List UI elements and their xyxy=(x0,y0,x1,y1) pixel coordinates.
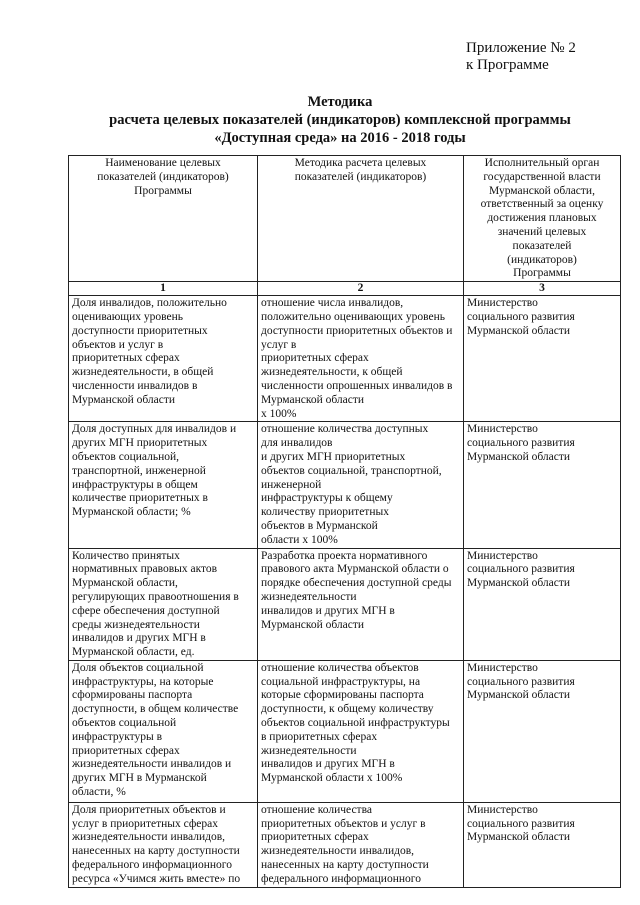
method-text: отношение количества объектов социальной инфраструктуры, на которые сформированы паспорта доступности, к общему количеству объектов социальной инфраструктуры в приоритетных сферах жизнедеятельности инвалидов и других МГН в Мурманской области х 100% xyxy=(261,661,450,785)
indicator-text: Доля инвалидов, положительно оценивающих уровень доступности приоритетных объектов и услуг в приоритетных сферах жизнедеятельности, в общей численности инвалидов в Мурманской области xyxy=(72,297,227,406)
column-number-3: 3 xyxy=(464,282,621,296)
method-text: отношение числа инвалидов, положительно оценивающих уровень доступности приоритетных объектов и услуг в приоритетных сферах жизнедеятельности, к общей численности опрошенных инвалидов в Мурманской области х 100% xyxy=(261,297,453,420)
authority-text: Министерство социального развития Мурманской области xyxy=(467,803,575,844)
authority-text: Министерство социального развития Мурманской области xyxy=(467,549,575,590)
indicator-cell xyxy=(69,548,258,660)
method-cell xyxy=(258,548,464,660)
appendix-label xyxy=(466,40,576,74)
indicator-cell xyxy=(69,296,258,422)
indicator-text: Доля приоритетных объектов и услуг в приоритетных сферах жизнедеятельности инвалидов, нанесенных на карту доступности федерального информационного ресурса «Учимся жить вместе» по xyxy=(72,803,241,885)
methodology-table xyxy=(68,155,621,888)
column-number-1: 1 xyxy=(69,282,258,296)
indicator-text: Доля объектов социальной инфраструктуры, на которые сформированы паспорта доступности, в общем количестве объектов социальной инфраструктуры в приоритетных сферах жизнедеятельности инвалидов и других МГН в Мурманской области, % xyxy=(72,661,239,799)
appendix-number: Приложение № 2 xyxy=(466,40,576,56)
table-row xyxy=(69,802,621,887)
method-text: Разработка проекта нормативного правового акта Мурманской области о порядке обеспечения доступной среды жизнедеятельности инвалидов и других МГН в Мурманской области xyxy=(261,549,452,631)
authority-text: Министерство социального развития Мурманской области xyxy=(467,423,575,463)
table-row xyxy=(69,422,621,548)
header-method: Методика расчета целевых показателей (индикаторов) xyxy=(294,157,427,183)
header-authority: Исполнительный орган государственной власти Мурманской области, ответственный за оценку достижения плановых значений целевых показателей (индикаторов) Программы xyxy=(480,157,604,280)
method-cell xyxy=(258,422,464,548)
method-cell xyxy=(258,660,464,802)
header-indicator-name: Наименование целевых показателей (индикаторов) Программы xyxy=(97,157,229,197)
indicator-text: Доля доступных для инвалидов и других МГН приоритетных объектов социальной, транспортной, инженерной инфраструктуры в общем количестве приоритетных в Мурманской области; % xyxy=(72,423,237,519)
authority-text: Министерство социального развития Мурманской области xyxy=(467,661,575,702)
authority-cell xyxy=(464,296,621,422)
title-line-3: «Доступная среда» на 2016 - 2018 годы xyxy=(214,130,466,146)
table-row xyxy=(69,548,621,660)
indicator-cell xyxy=(69,802,258,887)
authority-text: Министерство социального развития Мурманской области xyxy=(467,297,575,337)
method-text: отношение количества приоритетных объектов и услуг в приоритетных сферах жизнедеятельности инвалидов, нанесенных на карту доступности федерального информационного xyxy=(261,803,429,885)
indicator-cell xyxy=(69,422,258,548)
appendix-program-ref: к Программе xyxy=(466,57,549,73)
method-cell xyxy=(258,296,464,422)
header-cell xyxy=(258,156,464,282)
method-cell xyxy=(258,802,464,887)
table-row xyxy=(69,660,621,802)
title-line-1: Методика xyxy=(307,94,373,110)
table-row xyxy=(69,296,621,422)
indicator-cell xyxy=(69,660,258,802)
title-line-2: расчета целевых показателей (индикаторов) комплексной программы xyxy=(109,112,571,128)
authority-cell xyxy=(464,660,621,802)
method-text: отношение количества доступных для инвалидов и других МГН приоритетных объектов социальной, транспортной, инженерной инфраструктуры к общему количеству приоритетных объектов в Мурманской области х 100% xyxy=(261,423,442,546)
document-title xyxy=(60,93,620,147)
column-number-2: 2 xyxy=(258,282,464,296)
header-cell xyxy=(464,156,621,282)
indicator-text: Количество принятых нормативных правовых актов Мурманской области, регулирующих правоотношения в сфере обеспечения доступной среды жизнедеятельности инвалидов и других МГН в Мурманской области, ед. xyxy=(72,549,239,659)
authority-cell xyxy=(464,422,621,548)
authority-cell xyxy=(464,548,621,660)
column-number-row xyxy=(69,282,621,296)
header-cell xyxy=(69,156,258,282)
table-header-row xyxy=(69,156,621,282)
authority-cell xyxy=(464,802,621,887)
